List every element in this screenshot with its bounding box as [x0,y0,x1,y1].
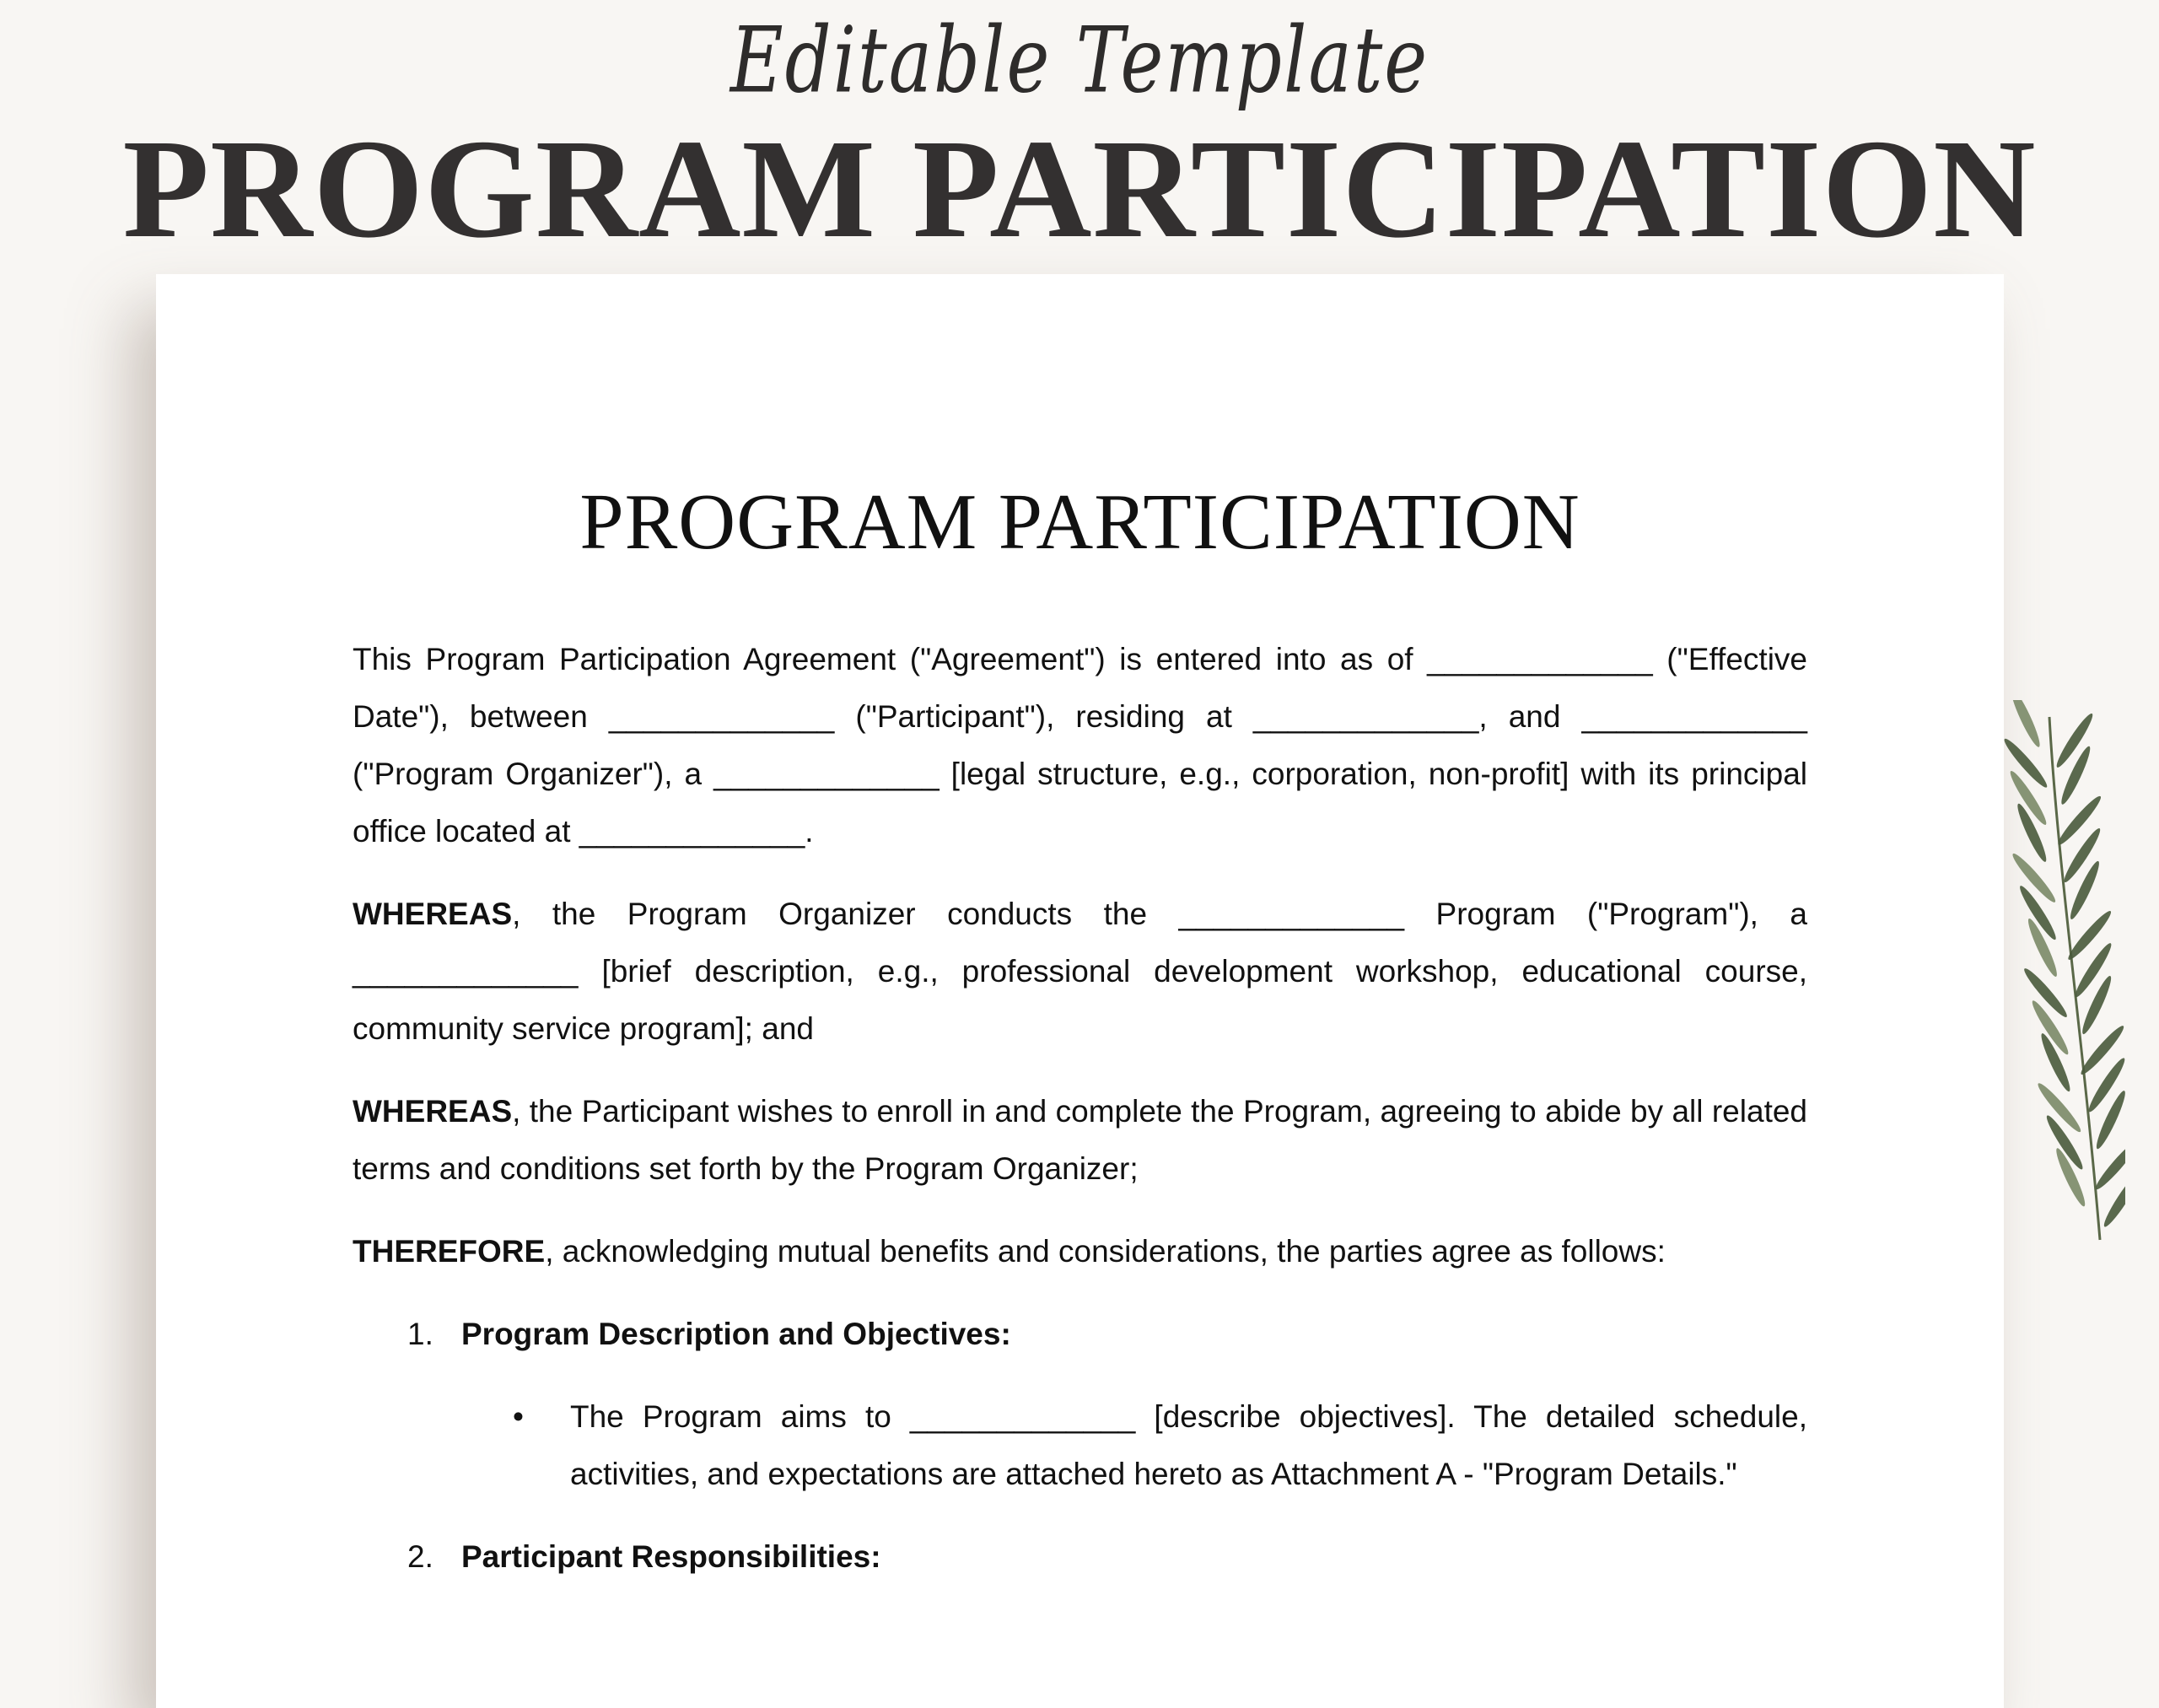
section-number: 1. [407,1317,433,1351]
whereas-paragraph-2 [353,1083,1807,1198]
document-title: PROGRAM PARTICIPATION [579,478,1580,566]
whereas-label: WHEREAS [353,1094,513,1129]
section-heading: Participant Responsibilities: [461,1539,881,1574]
banner-headline: PROGRAM PARTICIPATION [122,110,2037,267]
editable-template-script-title: Editable Template [730,8,1429,114]
whereas-text: , the Participant wishes to enroll in and complete the Program, agreeing to abide by all related terms and conditions set forth by the Program Organizer; [353,1094,1807,1186]
section-number: 2. [407,1539,433,1574]
plant-leaf [2009,850,2059,905]
intro-paragraph: This Program Participation Agreement ("Agreement") is entered into as of _____________ ("Effective Date"), between _____________ ("Participant"), residing at _____________, and _____________ ("Program Organizer"), a _____________ [legal structure, e.g., corporation, non-profit] with its principal office located at _____________. [353,642,1807,849]
section-1 [353,1306,1807,1363]
therefore-label: THEREFORE [353,1234,546,1269]
plant-leaf [2053,711,2096,770]
whereas-paragraph-1 [353,886,1807,1058]
document-body [353,631,1807,1611]
plant-leaf [2021,965,2070,1020]
section-heading: Program Description and Objectives: [461,1317,1011,1351]
rosemary-sprig-decoration [1957,700,2125,1257]
section-1-bullet [353,1388,1807,1503]
bullet-icon: • [513,1399,524,1434]
section-2 [353,1528,1807,1586]
plant-leaf [2000,735,2050,790]
whereas-text: , the Program Organizer conducts the _____________ Program ("Program"), a _____________ [brief description, e.g., professional development workshop, educational course, community service program]; and [353,897,1807,1046]
therefore-text: , acknowledging mutual benefits and considerations, the parties agree as follows: [545,1234,1666,1269]
whereas-label: WHEREAS [353,897,513,931]
plant-leaf [2007,700,2043,749]
therefore-paragraph [353,1223,1807,1280]
bullet-text: The Program aims to _____________ [describe objectives]. The detailed schedule, activities, and expectations are attached hereto as Attachment A - "Program Details." [570,1399,1807,1491]
